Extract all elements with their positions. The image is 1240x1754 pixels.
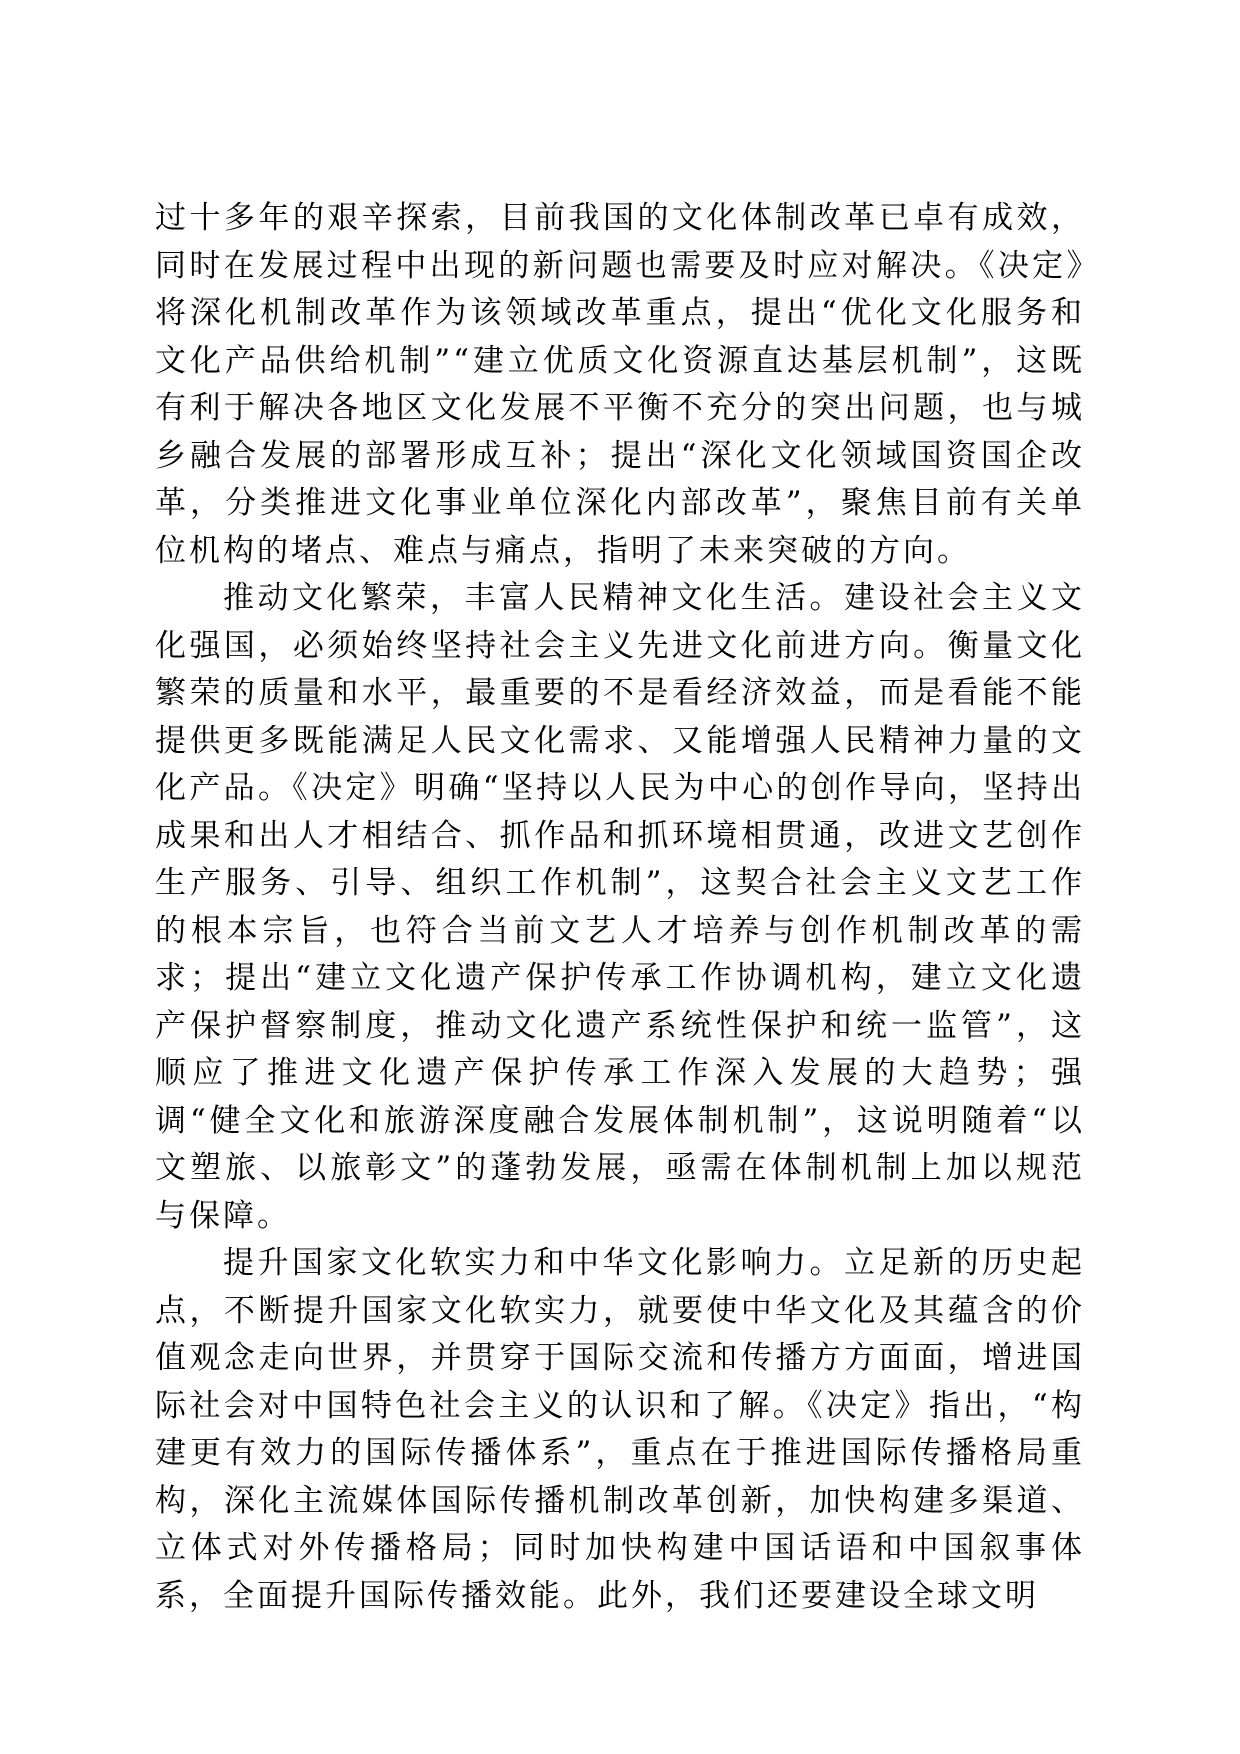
body-text — [155, 195, 1085, 1620]
paragraph-soft-power: 提升国家文化软实力和中华文化影响力。立足新的历史起点，不断提升国家文化软实力，就要使中华文化及其蕴含的价值观念走向世界，并贯穿于国际交流和传播方方面面，增进国际社会对中国特色社会主义的认识和了解。《决定》指出，“构建更有效力的国际传播体系”，重点在于推进国际传播格局重构，深化主流媒体国际传播机制改革创新，加快构建多渠道、立体式对外传播格局；同时加快构建中国话语和中国叙事体系，全面提升国际传播效能。此外，我们还要建设全球文明 — [155, 1245, 1085, 1614]
paragraph-cultural-prosperity: 推动文化繁荣，丰富人民精神文化生活。建设社会主义文化强国，必须始终坚持社会主义先进文化前进方向。衡量文化繁荣的质量和水平，最重要的不是看经济效益，而是看能不能提供更多既能满足人民文化需求、又能增强人民精神力量的文化产品。《决定》明确“坚持以人民为中心的创作导向，坚持出成果和出人才相结合、抓作品和抓环境相贯通，改进文艺创作生产服务、引导、组织工作机制”，这契合社会主义文艺工作的根本宗旨，也符合当前文艺人才培养与创作机制改革的需求；提出“建立文化遗产保护传承工作协调机构，建立文化遗产保护督察制度，推动文化遗产系统性保护和统一监管”，这顺应了推进文化遗产保护传承工作深入发展的大趋势；强调“健全文化和旅游深度融合发展体制机制”，这说明随着“以文塑旅、以旅彰文”的蓬勃发展，亟需在体制机制上加以规范与保障。 — [155, 580, 1085, 1234]
paragraph-continuation: 过十多年的艰辛探索，目前我国的文化体制改革已卓有成效，同时在发展过程中出现的新问题也需要及时应对解决。《决定》将深化机制改革作为该领域改革重点，提出“优化文化服务和文化产品供给机制”“建立优质文化资源直达基层机制”，这既有利于解决各地区文化发展不平衡不充分的突出问题，也与城乡融合发展的部署形成互补；提出“深化文化领域国资国企改革，分类推进文化事业单位深化内部改革”，聚焦目前有关单位机构的堵点、难点与痛点，指明了未来突破的方向。 — [155, 200, 1085, 569]
